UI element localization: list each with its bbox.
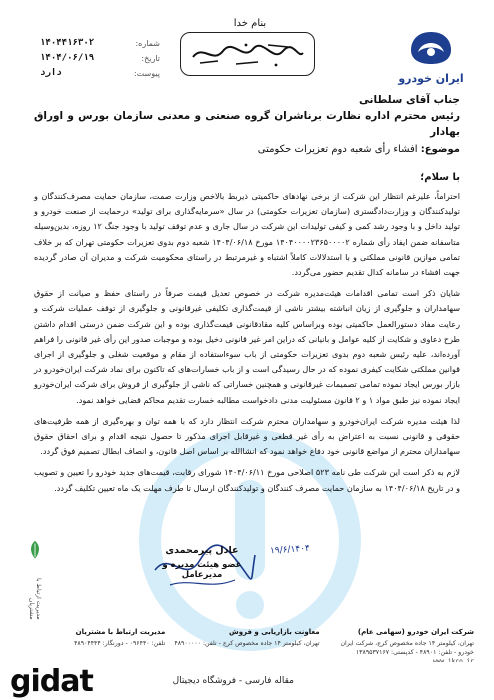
calligraphy-stamp-icon <box>188 39 308 69</box>
signer-name: عادل پیرمحمدی <box>165 545 239 556</box>
customer-relations-emblem <box>20 540 50 620</box>
leaf-emblem-icon <box>27 540 43 559</box>
gidat-tagline: مقاله فارسی - فروشگاه دیجیتال <box>172 676 294 686</box>
subject-text: افشاء رأی شعبه دوم تعزیرات حکومتی <box>257 144 418 155</box>
paragraph-4: لازم به ذکر است این شرکت طی نامه ۵۲۳ اصلاحی مورخ ۱۴۰۴/۰۶/۱۱ شورای رقابت، قیمت‌های جدید خودرو را تعیین و تصویب و در تاریخ ۱۴۰۴/۰۶/۱۸ به سازمان حمایت مصرف کنندگان و تولیدکنندگان ارسال تا طرف مهلت یک ماه تعیین تکلیف گردد. <box>34 467 460 493</box>
footer-col-customers: مدیریت ارتباط با مشتریان تلفن: ۰۹۶۴۴۰ - دورنگار: ۴۸۹۰۴۴۴۴ <box>74 628 166 647</box>
company-logo <box>396 30 466 85</box>
meta-date: تاریخ: ۱۴۰۴/۰۶/۱۹ <box>40 53 160 63</box>
gidat-watermark-bar <box>0 662 494 700</box>
gidat-wordmark[interactable]: gidat <box>10 663 93 699</box>
meta-number: شماره: ۱۴۰۴۴۱۶۳۰۲ <box>40 38 160 48</box>
footer-col-company: شرکت ایران خودرو (سهامی عام) تهران، کیلومتر ۱۴ جاده مخصوص کرج، شرکت ایران خودرو - تلفن: ۴۸۹۰۱ - کدپستی: ۱۳۸۹۵۳۷۱۶۷ <box>329 628 474 666</box>
signature-block <box>142 545 262 580</box>
footer-col-marketing: معاونت بازاریابی و فروش تهران، کیلومتر ۱۴ جاده مخصوص کرج - تلفن: ۴۸۹۰۰۰۰۰ <box>174 628 320 647</box>
meta-attachment: پیوست: دارد <box>40 68 160 78</box>
recipient-name: جناب آقای سلطانی <box>358 94 460 106</box>
signer-title: عضو هیئت مدیره و مدیرعامل <box>162 560 242 580</box>
brand-name: ایران خودرو <box>398 72 464 85</box>
ikco-logo-icon <box>408 30 454 66</box>
basmala: بنام خدا <box>233 18 267 29</box>
paragraph-3: لذا هیئت مدیره شرکت ایران‌خودرو و سهامداران محترم شرکت انتظار دارد که با همه توان و بهره‌گیری از همه ظرفیت‌های حقوقی و قانونی نسبت به اعتراض به رأی غیر قطعی و غیرقابل اجرای مذکور تا حصول نتیجه اقدام و برای احقاق حقوق سهامداران محترم از مواضع قانونی خود دفاع خواهد نمود که انشاالله بر اساس اصل قانون، و انصاف ابطال تصمیم فوق گردد. <box>34 415 460 457</box>
handwritten-date: ۱۹/۶/۱۴۰۴ <box>269 543 311 557</box>
recipient-title: رئیس محترم اداره نظارت برناشران گروه صنعتی و معدنی سازمان بورس و اوراق بهادار <box>34 110 460 138</box>
letter-footer <box>20 628 474 666</box>
letter-body <box>34 92 460 496</box>
subject-label: موضوع: <box>420 144 460 155</box>
paragraph-2: شایان ذکر است تمامی اقدامات هیئت‌مدیره شرکت در خصوص تعدیل قیمت صرفاً در راستای حفظ و صیانت از حقوق سهامداران و جلوگیری از زیان انباشته بیشتر ناشی از قیمت‌گذاری تکلیفی غیرقانونی و جلوگیری از توقف عملیات شرکت و رعایت مفاد دستورالعمل حاکمیتی بوده وبراساس کلیه مقادقانونی قیمت‌گذاری بوده و این شرکت ضمن درستی اقدام داشتن طرح دعاوی و شکایت از کلیه عوامل و بانیانی که دراین امر غیر قانونی دخیل بوده و موجبات صدور این رأی غیر قانونی را فراهم آورده‌اند، علیه رئیس شعبه دوم بدوی تعزیرات حکومتی از باب سوءاستفاده از مقام و موقعیت شغلی و جلوگیری از اجرای قوانین مملکتی شکایت کیفری نموده که در حال رسیدگی است و از باب خسارات‌های که تاکنون برای نماد شرکت ایران‌خودرو در بازار بورس ایجاد نموده تمامی تصمیمات غیرقانونی و همچنین خساراتی که ناشی از جلوگیری از فروش برای شرکت ایران‌خودرو ایجاد نموده نیز طبق مواد ۱ و ۲ قانون مسئولیت مدنی دادخواست مطالبه خسارت تقدیم محاکم قضایی خواهد نمود. <box>34 288 460 405</box>
paragraph-1: احتراماً، علیرغم انتظار این شرکت از برخی نهادهای حاکمیتی ذیربط بالاخص وزارت صمت، سازمان حمایت مصرف‌کنندگان و تولیدکنندگان و وزارت‌دادگستری (سازمان تعزیرات حکومتی) در سال «سرمایه‌گذاری برای تولید» درحمایت از صنعت خودرو و تولید داخل و با وجود رشد کمی و کیفی تولیدات این شرکت در سال جاری و عدم توقف تولید با وجود جنگ ۱۲ روزه، بدین‌وسیله متاسفانه ضمن ایفاد رأی شماره ۱۴۰۴۰۰۰۰۲۳۶۵۰۰۰۰۲ مورخ ۱۴۰۴/۰۶/۱۸ شعبه دوم بدوی تعزیرات حکومتی تهران که بر خلاف تمامی موازین قانونی مملکتی و با استدلالات کاملاً اشتباه و غیرمرتبط در راستای محکومیت شرکت و مدیران آن صادر گردیده جهت افشاء در سامانه کدال تقدیم حضور می‌گردد. <box>34 191 460 278</box>
emblem-caption: مدیریت ارتباط با مشتریان <box>28 578 42 620</box>
greeting: با سلام؛ <box>420 172 460 183</box>
confidential-stamp <box>180 32 315 76</box>
subject-line <box>34 142 460 158</box>
letter-meta <box>40 36 160 81</box>
